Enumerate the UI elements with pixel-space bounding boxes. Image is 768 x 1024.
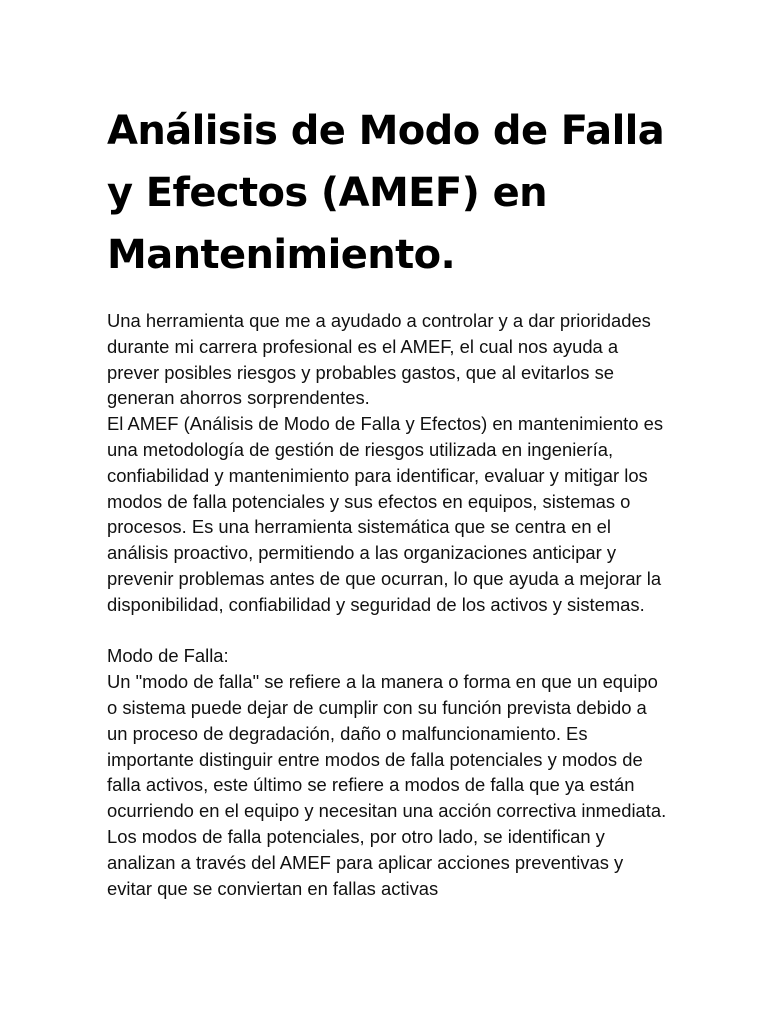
paragraph-amef-definition: El AMEF (Análisis de Modo de Falla y Efectos) en mantenimiento es una metodología de gestión de riesgos utilizada en ingeniería, confiabilidad y mantenimiento para identificar, evaluar y mitigar los modos de falla potenciales y sus efectos en equipos, sistemas o procesos. Es una herramienta sistemática que se centra en el análisis proactivo, permitiendo a las organizaciones anticipar y prevenir problemas antes de que ocurran, lo que ayuda a mejorar la disponibilidad, confiabilidad y seguridad de los activos y sistemas. (107, 413, 664, 615)
paragraph-spacer (107, 618, 667, 644)
paragraph-modo-de-falla: Un "modo de falla" se refiere a la manera o forma en que un equipo o sistema puede dejar de cumplir con su función prevista debido a un proceso de degradación, daño o malfuncionamiento. Es importante distinguir entre modos de falla potenciales y modos de falla activos, este último se refiere a modos de falla que ya están ocurriendo en el equipo y necesitan una acción correctiva inmediata. Los modos de falla potenciales, por otro lado, se identifican y analizan a través del AMEF para aplicar acciones preventivas y evitar que se conviertan en fallas activas (107, 671, 667, 899)
document-title: Análisis de Modo de Falla y Efectos (AMEF) en Mantenimiento. (107, 108, 665, 278)
paragraph-intro: Una herramienta que me a ayudado a controlar y a dar prioridades durante mi carrera profesional es el AMEF, el cual nos ayuda a prever posibles riesgos y probables gastos, que al evitarlos se generan ahorros sorprendentes. (107, 310, 651, 409)
document-content (107, 100, 667, 901)
section-heading-modo-de-falla: Modo de Falla: (107, 645, 229, 667)
document-body (107, 308, 667, 901)
